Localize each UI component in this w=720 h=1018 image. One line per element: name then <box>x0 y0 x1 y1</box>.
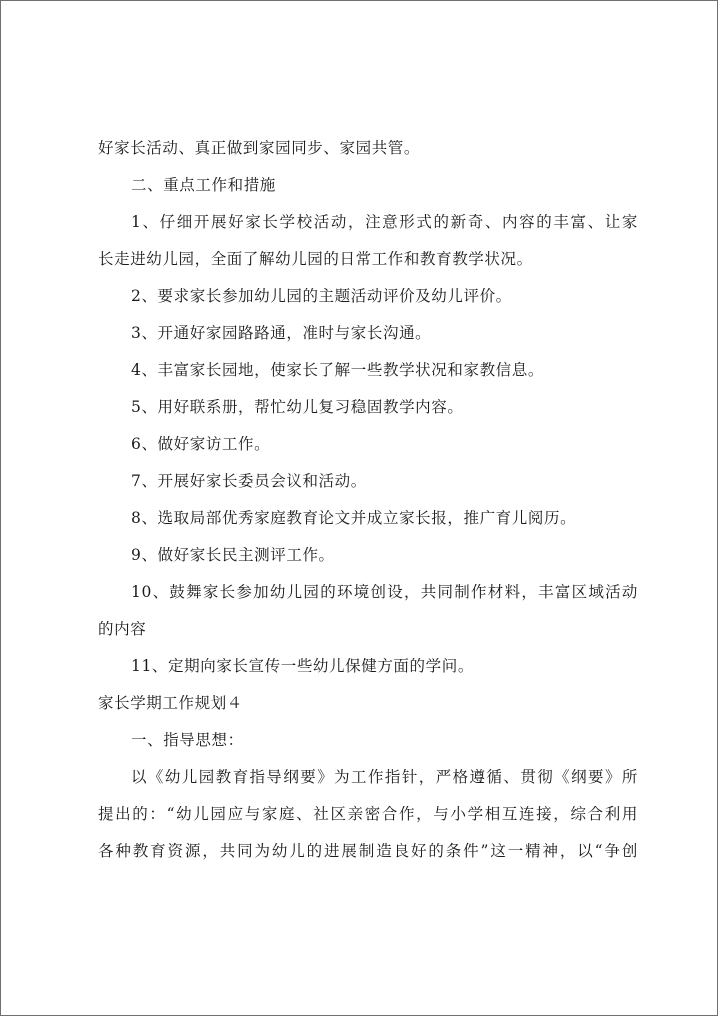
document-body <box>98 130 638 870</box>
list-item: 8、选取局部优秀家庭教育论文并成立家长报，推广育儿阅历。 <box>131 509 577 527</box>
list-item: 3、开通好家园路路通，准时与家长沟通。 <box>131 324 432 342</box>
paragraph-line: 各种教育资源，共同为幼儿的进展制造良好的条件”这一精神，以“争创 <box>98 842 638 860</box>
section-heading: 一、指导思想： <box>131 731 244 749</box>
list-item: 6、做好家访工作。 <box>131 435 271 453</box>
paragraph-line: 好家长活动、真正做到家园同步、家园共管。 <box>98 139 421 157</box>
paragraph-line: 以《幼儿园教育指导纲要》为工作指针，严格遵循、贯彻《纲要》所 <box>131 768 638 786</box>
list-item: 1、仔细开展好家长学校活动，注意形式的新奇、内容的丰富、让家 <box>131 213 638 231</box>
section-heading: 二、重点工作和措施 <box>131 176 276 194</box>
list-item-continuation: 的内容 <box>98 620 147 638</box>
list-item: 9、做好家长民主测评工作。 <box>131 546 335 564</box>
document-title: 家长学期工作规划４ <box>98 694 243 712</box>
list-item: 2、要求家长参加幼儿园的主题活动评价及幼儿评价。 <box>131 287 512 305</box>
list-item: 4、丰富家长园地，使家长了解一些教学状况和家教信息。 <box>131 361 544 379</box>
list-item-continuation: 长走进幼儿园，全面了解幼儿园的日常工作和教育教学状况。 <box>98 250 533 268</box>
list-item: 11、定期向家长宣传一些幼儿保健方面的学问。 <box>131 657 474 675</box>
list-item: 5、用好联系册，帮忙幼儿复习稳固教学内容。 <box>131 398 464 416</box>
paragraph-line: 提出的：“幼儿园应与家庭、社区亲密合作，与小学相互连接，综合利用 <box>98 805 638 823</box>
list-item: 10、鼓舞家长参加幼儿园的环境创设，共同制作材料，丰富区域活动 <box>131 583 638 601</box>
list-item: 7、开展好家长委员会议和活动。 <box>131 472 367 490</box>
